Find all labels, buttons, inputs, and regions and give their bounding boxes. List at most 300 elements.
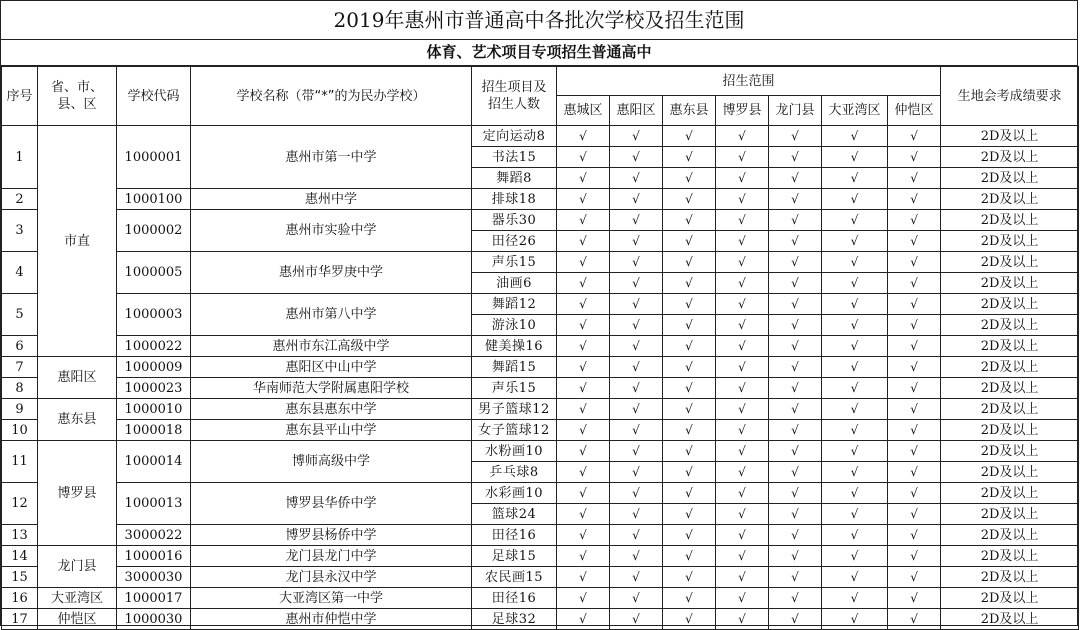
- check-mark: √: [557, 567, 610, 588]
- check-mark: √: [716, 336, 769, 357]
- header-project: 招生项目及招生人数: [472, 67, 557, 126]
- check-mark: √: [663, 168, 716, 189]
- seq-cell: 4: [2, 252, 38, 294]
- check-mark: √: [888, 357, 941, 378]
- check-mark: √: [716, 525, 769, 546]
- project-cell: 声乐15: [472, 252, 557, 273]
- check-mark: √: [663, 399, 716, 420]
- check-mark: √: [822, 252, 888, 273]
- project-cell: 水彩画10: [472, 483, 557, 504]
- project-cell: 女子篮球12: [472, 420, 557, 441]
- check-mark: √: [769, 210, 822, 231]
- school-code-cell: 1000003: [117, 294, 191, 336]
- check-mark: √: [716, 315, 769, 336]
- check-mark: √: [822, 378, 888, 399]
- project-cell: 舞蹈8: [472, 168, 557, 189]
- check-mark: √: [822, 567, 888, 588]
- check-mark: √: [610, 126, 663, 147]
- requirement-cell: 2D及以上: [941, 294, 1079, 315]
- check-mark: √: [610, 462, 663, 483]
- header-school-name: 学校名称（带“*”的为民办学校）: [191, 67, 472, 126]
- school-name-cell: 博罗县杨侨中学: [191, 525, 472, 546]
- check-mark: √: [888, 567, 941, 588]
- check-mark: √: [822, 336, 888, 357]
- requirement-cell: 2D及以上: [941, 168, 1079, 189]
- table-row: [2, 399, 1079, 420]
- requirement-cell: 2D及以上: [941, 315, 1079, 336]
- region-cell: 仲恺区: [38, 609, 117, 630]
- check-mark: √: [610, 294, 663, 315]
- requirement-cell: 2D及以上: [941, 273, 1079, 294]
- check-mark: √: [716, 546, 769, 567]
- requirement-cell: 2D及以上: [941, 126, 1079, 147]
- check-mark: √: [557, 546, 610, 567]
- check-mark: √: [663, 483, 716, 504]
- check-mark: √: [557, 189, 610, 210]
- school-name-cell: 惠州市第八中学: [191, 294, 472, 336]
- check-mark: √: [610, 588, 663, 609]
- school-name-cell: 惠东县惠东中学: [191, 399, 472, 420]
- school-code-cell: 1000014: [117, 441, 191, 483]
- check-mark: √: [769, 357, 822, 378]
- check-mark: √: [663, 441, 716, 462]
- requirement-cell: 2D及以上: [941, 504, 1079, 525]
- header-scope: 招生范围: [557, 67, 941, 96]
- check-mark: √: [610, 336, 663, 357]
- check-mark: √: [716, 231, 769, 252]
- check-mark: √: [557, 588, 610, 609]
- requirement-cell: 2D及以上: [941, 189, 1079, 210]
- seq-cell: 7: [2, 357, 38, 378]
- check-mark: √: [663, 315, 716, 336]
- check-mark: √: [610, 231, 663, 252]
- check-mark: √: [769, 609, 822, 630]
- check-mark: √: [822, 210, 888, 231]
- project-cell: 篮球24: [472, 504, 557, 525]
- requirement-cell: 2D及以上: [941, 399, 1079, 420]
- check-mark: √: [610, 357, 663, 378]
- check-mark: √: [888, 588, 941, 609]
- check-mark: √: [888, 441, 941, 462]
- check-mark: √: [888, 462, 941, 483]
- requirement-cell: 2D及以上: [941, 462, 1079, 483]
- check-mark: √: [557, 378, 610, 399]
- school-code-cell: 3000030: [117, 567, 191, 588]
- project-cell: 田径26: [472, 231, 557, 252]
- check-mark: √: [888, 315, 941, 336]
- check-mark: √: [663, 462, 716, 483]
- check-mark: √: [822, 399, 888, 420]
- check-mark: √: [610, 168, 663, 189]
- region-cell: 市直: [38, 126, 117, 357]
- check-mark: √: [610, 315, 663, 336]
- project-cell: 游泳10: [472, 315, 557, 336]
- table-row: [2, 609, 1079, 630]
- seq-cell: 17: [2, 609, 38, 630]
- table-row: [2, 441, 1079, 462]
- school-code-cell: 1000023: [117, 378, 191, 399]
- check-mark: √: [557, 420, 610, 441]
- region-cell: 大亚湾区: [38, 588, 117, 609]
- check-mark: √: [663, 294, 716, 315]
- requirement-cell: 2D及以上: [941, 483, 1079, 504]
- school-name-cell: 博师高级中学: [191, 441, 472, 483]
- check-mark: √: [769, 420, 822, 441]
- school-code-cell: 1000016: [117, 546, 191, 567]
- check-mark: √: [888, 252, 941, 273]
- check-mark: √: [557, 504, 610, 525]
- table-row: [2, 525, 1079, 546]
- check-mark: √: [769, 315, 822, 336]
- project-cell: 声乐15: [472, 378, 557, 399]
- check-mark: √: [822, 294, 888, 315]
- project-cell: 田径16: [472, 525, 557, 546]
- check-mark: √: [663, 210, 716, 231]
- region-cell: 惠阳区: [38, 357, 117, 399]
- check-mark: √: [716, 609, 769, 630]
- seq-cell: 15: [2, 567, 38, 588]
- check-mark: √: [557, 231, 610, 252]
- check-mark: √: [822, 126, 888, 147]
- check-mark: √: [769, 567, 822, 588]
- school-code-cell: 1000030: [117, 609, 191, 630]
- table-row: [2, 483, 1079, 504]
- check-mark: √: [557, 315, 610, 336]
- school-name-cell: 惠州市仲恺中学: [191, 609, 472, 630]
- check-mark: √: [610, 525, 663, 546]
- check-mark: √: [769, 378, 822, 399]
- check-mark: √: [663, 378, 716, 399]
- school-code-cell: 1000017: [117, 588, 191, 609]
- check-mark: √: [769, 588, 822, 609]
- school-code-cell: 1000001: [117, 126, 191, 189]
- project-cell: 舞蹈15: [472, 357, 557, 378]
- check-mark: √: [716, 588, 769, 609]
- header-area: 龙门县: [769, 96, 822, 126]
- school-name-cell: 惠州市华罗庚中学: [191, 252, 472, 294]
- check-mark: √: [716, 252, 769, 273]
- check-mark: √: [663, 231, 716, 252]
- school-code-cell: 1000002: [117, 210, 191, 252]
- school-code-cell: 1000022: [117, 336, 191, 357]
- requirement-cell: 2D及以上: [941, 231, 1079, 252]
- check-mark: √: [888, 126, 941, 147]
- check-mark: √: [716, 420, 769, 441]
- check-mark: √: [663, 357, 716, 378]
- check-mark: √: [716, 168, 769, 189]
- check-mark: √: [769, 168, 822, 189]
- check-mark: √: [663, 336, 716, 357]
- check-mark: √: [610, 189, 663, 210]
- check-mark: √: [610, 147, 663, 168]
- check-mark: √: [822, 441, 888, 462]
- sheet-subtitle: 体育、艺术项目专项招生普通高中: [1, 40, 1077, 66]
- header-area: 仲恺区: [888, 96, 941, 126]
- table-row: [2, 294, 1079, 315]
- school-name-cell: 惠州市第一中学: [191, 126, 472, 189]
- header-area: 惠城区: [557, 96, 610, 126]
- table-row: [2, 420, 1079, 441]
- check-mark: √: [769, 399, 822, 420]
- region-cell: 惠东县: [38, 399, 117, 441]
- check-mark: √: [557, 294, 610, 315]
- seq-cell: 8: [2, 378, 38, 399]
- seq-cell: 5: [2, 294, 38, 336]
- check-mark: √: [769, 462, 822, 483]
- project-cell: 田径16: [472, 588, 557, 609]
- school-name-cell: 惠州中学: [191, 189, 472, 210]
- project-cell: 器乐30: [472, 210, 557, 231]
- project-cell: 舞蹈12: [472, 294, 557, 315]
- region-cell: 博罗县: [38, 441, 117, 546]
- school-code-cell: 3000022: [117, 525, 191, 546]
- check-mark: √: [557, 609, 610, 630]
- requirement-cell: 2D及以上: [941, 567, 1079, 588]
- requirement-cell: 2D及以上: [941, 252, 1079, 273]
- check-mark: √: [822, 357, 888, 378]
- check-mark: √: [610, 273, 663, 294]
- check-mark: √: [610, 378, 663, 399]
- seq-cell: 11: [2, 441, 38, 483]
- project-cell: 足球32: [472, 609, 557, 630]
- project-cell: 油画6: [472, 273, 557, 294]
- check-mark: √: [769, 273, 822, 294]
- check-mark: √: [888, 336, 941, 357]
- school-name-cell: 华南师范大学附属惠阳学校: [191, 378, 472, 399]
- check-mark: √: [557, 168, 610, 189]
- check-mark: √: [557, 210, 610, 231]
- check-mark: √: [769, 525, 822, 546]
- check-mark: √: [557, 252, 610, 273]
- table-row: [2, 588, 1079, 609]
- check-mark: √: [716, 210, 769, 231]
- check-mark: √: [888, 420, 941, 441]
- check-mark: √: [610, 567, 663, 588]
- check-mark: √: [716, 504, 769, 525]
- check-mark: √: [610, 441, 663, 462]
- requirement-cell: 2D及以上: [941, 378, 1079, 399]
- check-mark: √: [888, 168, 941, 189]
- check-mark: √: [888, 210, 941, 231]
- check-mark: √: [822, 315, 888, 336]
- school-name-cell: 龙门县龙门中学: [191, 546, 472, 567]
- header-area: 惠阳区: [610, 96, 663, 126]
- sheet-title: 2019年惠州市普通高中各批次学校及招生范围: [1, 1, 1077, 40]
- school-name-cell: 惠州市东江高级中学: [191, 336, 472, 357]
- check-mark: √: [888, 504, 941, 525]
- school-code-cell: 1000018: [117, 420, 191, 441]
- project-cell: 男子篮球12: [472, 399, 557, 420]
- project-cell: 排球18: [472, 189, 557, 210]
- project-cell: 农民画15: [472, 567, 557, 588]
- check-mark: √: [557, 357, 610, 378]
- check-mark: √: [769, 483, 822, 504]
- check-mark: √: [769, 147, 822, 168]
- check-mark: √: [663, 147, 716, 168]
- school-code-cell: 1000010: [117, 399, 191, 420]
- school-code-cell: 1000013: [117, 483, 191, 525]
- requirement-cell: 2D及以上: [941, 525, 1079, 546]
- requirement-cell: 2D及以上: [941, 210, 1079, 231]
- table-row: [2, 252, 1079, 273]
- check-mark: √: [769, 504, 822, 525]
- check-mark: √: [822, 483, 888, 504]
- check-mark: √: [610, 483, 663, 504]
- check-mark: √: [769, 441, 822, 462]
- header-region: 省、市、县、区: [38, 67, 117, 126]
- check-mark: √: [716, 189, 769, 210]
- enrollment-table: [1, 66, 1079, 630]
- check-mark: √: [888, 483, 941, 504]
- check-mark: √: [663, 252, 716, 273]
- check-mark: √: [822, 525, 888, 546]
- check-mark: √: [888, 294, 941, 315]
- seq-cell: 13: [2, 525, 38, 546]
- project-cell: 足球15: [472, 546, 557, 567]
- requirement-cell: 2D及以上: [941, 546, 1079, 567]
- seq-cell: 3: [2, 210, 38, 252]
- check-mark: √: [769, 126, 822, 147]
- check-mark: √: [888, 273, 941, 294]
- check-mark: √: [769, 294, 822, 315]
- check-mark: √: [716, 147, 769, 168]
- check-mark: √: [888, 231, 941, 252]
- seq-cell: 6: [2, 336, 38, 357]
- check-mark: √: [769, 336, 822, 357]
- check-mark: √: [716, 378, 769, 399]
- seq-cell: 10: [2, 420, 38, 441]
- school-name-cell: 博罗县华侨中学: [191, 483, 472, 525]
- check-mark: √: [663, 609, 716, 630]
- school-name-cell: 惠州市实验中学: [191, 210, 472, 252]
- check-mark: √: [822, 273, 888, 294]
- check-mark: √: [610, 420, 663, 441]
- check-mark: √: [716, 483, 769, 504]
- check-mark: √: [663, 420, 716, 441]
- school-name-cell: 龙门县永汉中学: [191, 567, 472, 588]
- table-row: [2, 336, 1079, 357]
- requirement-cell: 2D及以上: [941, 609, 1079, 630]
- table-row: [2, 189, 1079, 210]
- requirement-cell: 2D及以上: [941, 588, 1079, 609]
- check-mark: √: [888, 525, 941, 546]
- requirement-cell: 2D及以上: [941, 147, 1079, 168]
- check-mark: √: [888, 546, 941, 567]
- check-mark: √: [822, 420, 888, 441]
- header-code: 学校代码: [117, 67, 191, 126]
- school-code-cell: 1000005: [117, 252, 191, 294]
- check-mark: √: [716, 462, 769, 483]
- seq-cell: 16: [2, 588, 38, 609]
- check-mark: √: [769, 231, 822, 252]
- requirement-cell: 2D及以上: [941, 420, 1079, 441]
- check-mark: √: [557, 462, 610, 483]
- check-mark: √: [557, 273, 610, 294]
- school-code-cell: 1000100: [117, 189, 191, 210]
- check-mark: √: [716, 567, 769, 588]
- school-name-cell: 大亚湾区第一中学: [191, 588, 472, 609]
- check-mark: √: [822, 189, 888, 210]
- check-mark: √: [557, 441, 610, 462]
- check-mark: √: [716, 126, 769, 147]
- check-mark: √: [557, 399, 610, 420]
- check-mark: √: [822, 147, 888, 168]
- check-mark: √: [610, 399, 663, 420]
- school-name-cell: 惠阳区中山中学: [191, 357, 472, 378]
- check-mark: √: [610, 546, 663, 567]
- check-mark: √: [888, 378, 941, 399]
- header-area: 惠东县: [663, 96, 716, 126]
- check-mark: √: [716, 357, 769, 378]
- check-mark: √: [822, 462, 888, 483]
- header-area: 博罗县: [716, 96, 769, 126]
- check-mark: √: [888, 147, 941, 168]
- table-row: [2, 126, 1079, 147]
- header-area: 大亚湾区: [822, 96, 888, 126]
- header-seq: 序号: [2, 67, 38, 126]
- check-mark: √: [610, 609, 663, 630]
- check-mark: √: [716, 441, 769, 462]
- requirement-cell: 2D及以上: [941, 357, 1079, 378]
- check-mark: √: [822, 609, 888, 630]
- check-mark: √: [610, 210, 663, 231]
- project-cell: 乒乓球8: [472, 462, 557, 483]
- check-mark: √: [663, 567, 716, 588]
- project-cell: 定向运动8: [472, 126, 557, 147]
- seq-cell: 2: [2, 189, 38, 210]
- check-mark: √: [663, 546, 716, 567]
- check-mark: √: [663, 504, 716, 525]
- check-mark: √: [663, 525, 716, 546]
- table-row: [2, 567, 1079, 588]
- seq-cell: 12: [2, 483, 38, 525]
- project-cell: 水粉画10: [472, 441, 557, 462]
- check-mark: √: [822, 588, 888, 609]
- check-mark: √: [663, 126, 716, 147]
- check-mark: √: [888, 189, 941, 210]
- check-mark: √: [557, 483, 610, 504]
- region-cell: 龙门县: [38, 546, 117, 588]
- seq-cell: 14: [2, 546, 38, 567]
- project-cell: 书法15: [472, 147, 557, 168]
- header-requirement: 生地会考成绩要求: [941, 67, 1079, 126]
- check-mark: √: [557, 525, 610, 546]
- check-mark: √: [822, 231, 888, 252]
- check-mark: √: [769, 189, 822, 210]
- check-mark: √: [663, 273, 716, 294]
- seq-cell: 1: [2, 126, 38, 189]
- check-mark: √: [557, 126, 610, 147]
- check-mark: √: [888, 399, 941, 420]
- check-mark: √: [610, 504, 663, 525]
- project-cell: 健美操16: [472, 336, 557, 357]
- seq-cell: 9: [2, 399, 38, 420]
- requirement-cell: 2D及以上: [941, 441, 1079, 462]
- check-mark: √: [769, 546, 822, 567]
- check-mark: √: [888, 609, 941, 630]
- check-mark: √: [822, 504, 888, 525]
- check-mark: √: [663, 189, 716, 210]
- check-mark: √: [716, 399, 769, 420]
- check-mark: √: [557, 336, 610, 357]
- table-row: [2, 210, 1079, 231]
- table-row: [2, 546, 1079, 567]
- check-mark: √: [716, 294, 769, 315]
- school-name-cell: 惠东县平山中学: [191, 420, 472, 441]
- table-row: [2, 378, 1079, 399]
- table-row: [2, 357, 1079, 378]
- check-mark: √: [822, 168, 888, 189]
